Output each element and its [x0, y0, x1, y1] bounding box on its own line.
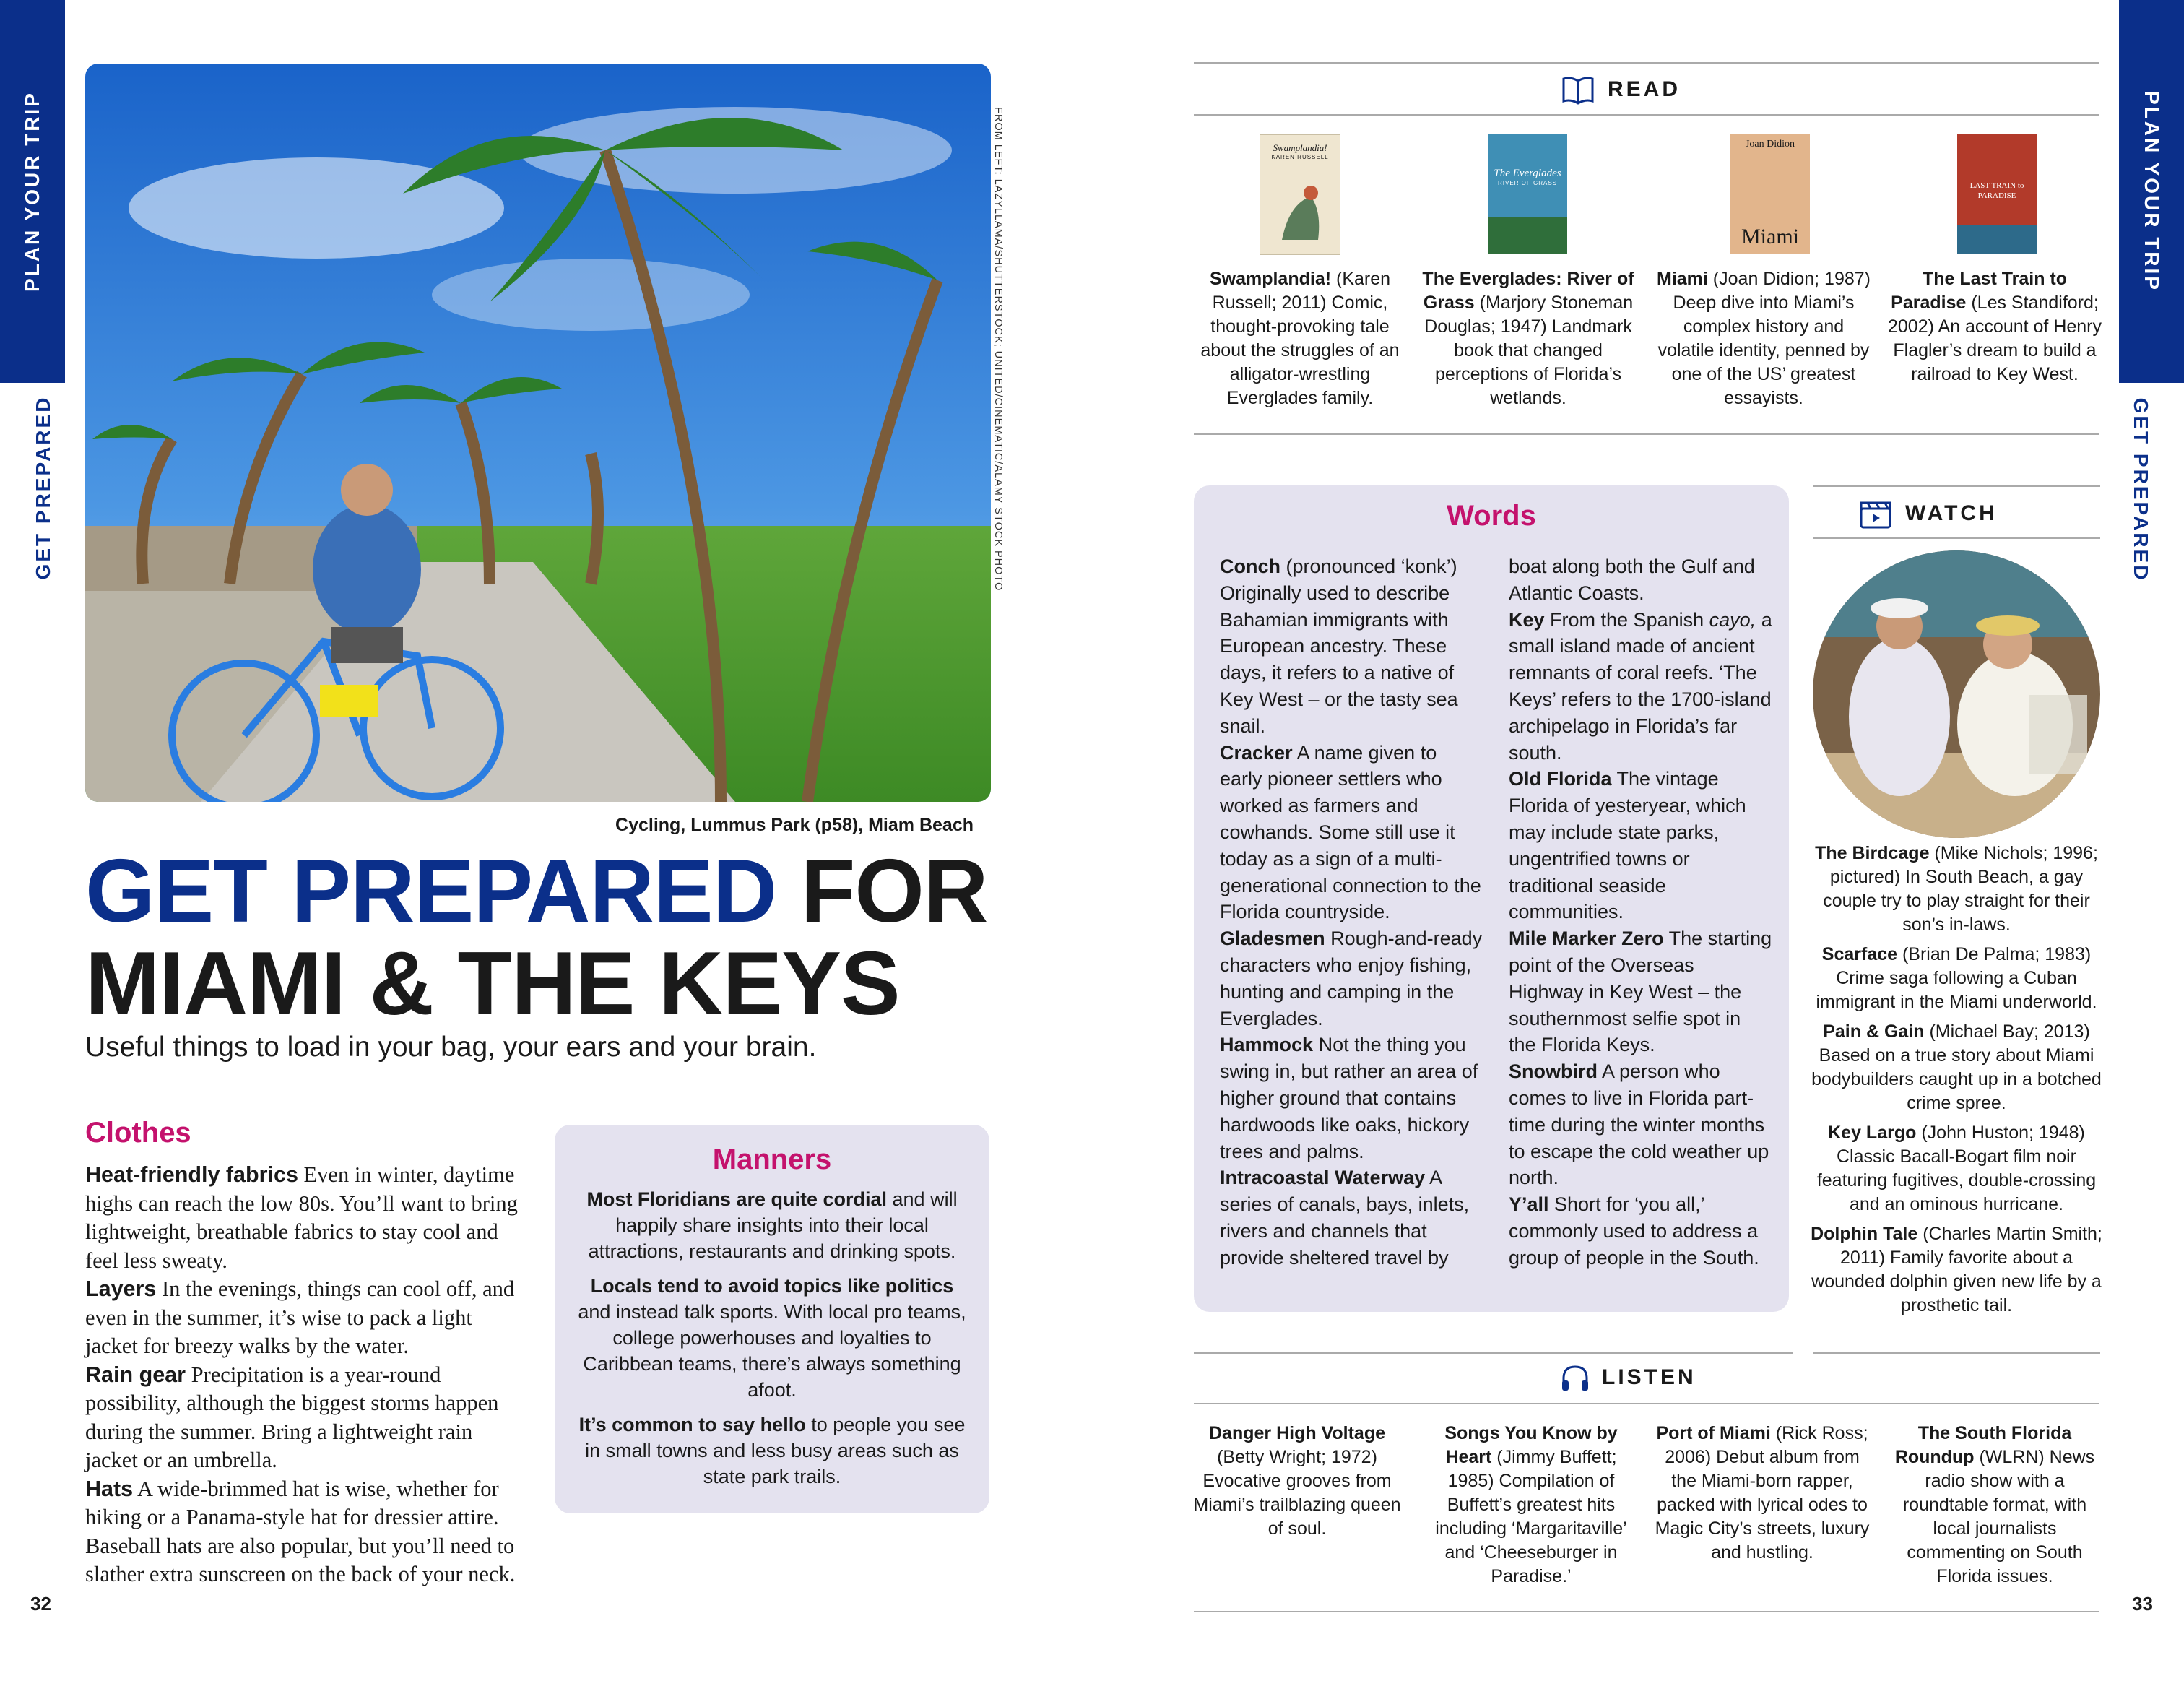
page-number-left: 32	[30, 1593, 51, 1615]
manners-item: Locals tend to avoid topics like politics and instead talk sports. With local pro teams, college powerhouses and loyalties to Caribbean teams, there’s always something afoot.	[578, 1275, 966, 1401]
title-highlight: GET PREPARED	[85, 842, 777, 941]
clothes-list	[85, 1161, 529, 1589]
film-still-illustration	[1813, 550, 2100, 838]
open-book-icon	[1561, 75, 1595, 105]
word-entry: Gladesmen Rough-and-ready characters who enjoy fishing, hunting and camping in the Everglades.	[1220, 928, 1483, 1029]
headphones-icon	[1560, 1364, 1590, 1393]
film-clapper-icon	[1859, 500, 1892, 529]
film-item: The Birdcage (Mike Nichols; 1996; pictured) In South Beach, a gay couple try to play straight for their son’s in-laws.	[1815, 843, 2098, 935]
divider	[1194, 433, 2100, 435]
page-title	[85, 842, 988, 1034]
watch-heading: WATCH	[1859, 500, 1998, 529]
album-item: Danger High Voltage (Betty Wright; 1972) Evocative grooves from Miami’s trailblazing queen of soul.	[1193, 1423, 1401, 1539]
album-item: Port of Miami (Rick Ross; 2006) Debut album from the Miami-born rapper, packed with lyrical odes to Magic City’s streets, luxury and hustling.	[1655, 1423, 1870, 1563]
word-entry: Hammock Not the thing you swing in, but rather an area of higher ground that contains hardwoods like oaks, hickory trees and palms.	[1220, 1034, 1478, 1162]
film-item: Dolphin Tale (Charles Martin Smith; 2011) Family favorite about a wounded dolphin given new life by a prosthetic tail.	[1811, 1224, 2102, 1315]
divider	[1813, 485, 2100, 487]
book-cover: Swamplandia! KAREN RUSSELL	[1260, 134, 1340, 255]
palm-beach-illustration	[85, 64, 991, 802]
words-column-2	[1509, 553, 1772, 1271]
film-item: Key Largo (John Huston; 1948) Classic Bacall-Bogart film noir featuring fugitives, double-crossing and an ominous hurricane.	[1816, 1123, 2097, 1214]
side-tab-right	[2119, 0, 2184, 383]
photo-caption: Cycling, Lummus Park (p58), Miam Beach	[615, 815, 974, 835]
side-tab-label: PLAN YOUR TRIP	[21, 91, 43, 292]
word-entry: Key From the Spanish cayo, a small island made of ancient remnants of coral reefs. ‘The Keys’ refers to the 1700-island archipelago in Florida’s far south.	[1509, 608, 1772, 764]
intro-text: Useful things to load in your bag, your ears and your brain.	[85, 1032, 817, 1063]
book-item: The Last Train to Paradise (Les Standiford; 2002) An account of Henry Flagler’s dream to build a railroad to Key West.	[1887, 269, 2102, 384]
divider	[1194, 1403, 2100, 1404]
manners-heading: Manners	[712, 1144, 832, 1175]
words-box	[1194, 485, 1789, 1312]
book-item: Miami (Joan Didion; 1987) Deep dive into Miami’s complex history and volatile identity, penned by one of the US’ greatest essayists.	[1657, 269, 1871, 408]
book-item: The Everglades: River of Grass (Marjory Stoneman Douglas; 1947) Landmark book that changed perceptions of Florida’s wetlands.	[1422, 269, 1634, 408]
word-entry: Intracoastal Waterway A series of canals, bays, inlets, rivers and channels that provide sheltered travel by	[1220, 1167, 1470, 1269]
manners-item: It’s common to say hello to people you see in small towns and less busy areas such as state park trails.	[578, 1414, 966, 1487]
word-entry: Y’all Short for ‘you all,’ commonly used to address a group of people in the South.	[1509, 1193, 1759, 1269]
film-item: Pain & Gain (Michael Bay; 2013) Based on a true story about Miami bodybuilders caught up in a botched crime spree.	[1811, 1021, 2102, 1113]
book-cover: Joan Didion Miami	[1730, 134, 1810, 254]
divider	[1194, 114, 2100, 116]
clothes-item: Layers In the evenings, things can cool off, and even in the summer, it’s wise to pack a light jacket for breezy walks by the water.	[85, 1276, 515, 1358]
word-entry: Snowbird A person who comes to live in Florida part-time during the winter months to escape the cold weather up north.	[1509, 1060, 1769, 1189]
section-label-left: GET PREPARED	[32, 395, 54, 580]
clothes-item: Heat-friendly fabrics Even in winter, daytime highs can reach the low 80s. You’ll want to bring lightweight, breathable fabrics to stay cool and feel less sweaty.	[85, 1162, 518, 1273]
read-heading: READ	[1561, 75, 1681, 105]
photo-credit: FROM LEFT: LAZYLLAMA/SHUTTERSTOCK; UNITED/CINEMATIC/ALAMY STOCK PHOTO	[992, 107, 1004, 592]
word-entry: Mile Marker Zero The starting point of the Overseas Highway in Key West – the southernmost selfie spot in the Florida Keys.	[1509, 928, 1772, 1056]
book-item: Swamplandia! (Karen Russell; 2011) Comic, thought-provoking tale about the struggles of an alligator-wrestling Everglades family.	[1200, 269, 1400, 408]
divider	[1194, 1352, 1793, 1354]
listen-heading: LISTEN	[1560, 1364, 1696, 1393]
divider	[1813, 1352, 2100, 1354]
film-item: Scarface (Brian De Palma; 1983) Crime saga following a Cuban immigrant in the Miami underworld.	[1816, 944, 2097, 1012]
section-label-right: GET PREPARED	[2130, 397, 2152, 582]
title-line2: MIAMI & THE KEYS	[85, 934, 900, 1034]
page-number-right: 33	[2132, 1593, 2153, 1615]
clothes-item: Hats A wide-brimmed hat is wise, whether for hiking or a Panama-style hat for dressier attire. Baseball hats are also popular, but you’ll need to slather extra sunscreen on the back of your neck.	[85, 1476, 516, 1586]
side-tab-left	[0, 0, 65, 383]
manners-item: Most Floridians are quite cordial and will happily share insights into their local attractions, restaurants and drinking spots.	[586, 1188, 958, 1262]
divider	[1194, 1611, 2100, 1612]
words-heading: Words	[1447, 500, 1536, 532]
side-tab-label: PLAN YOUR TRIP	[2141, 91, 2163, 292]
word-entry: Conch (pronounced ‘konk’) Originally used to describe Bahamian immigrants with European ancestry. These days, it refers to a native of Key West – or the tasty sea snail.	[1220, 556, 1458, 737]
cycling-photo	[85, 64, 991, 802]
divider	[1194, 62, 2100, 64]
book-cover: LAST TRAIN to PARADISE	[1957, 134, 2037, 254]
words-column-1	[1220, 553, 1483, 1271]
book-cover: The Everglades RIVER OF GRASS	[1488, 134, 1567, 254]
manners-box	[555, 1125, 989, 1513]
clothes-heading: Clothes	[85, 1117, 191, 1149]
word-entry: Old Florida The vintage Florida of yesteryear, which may include state parks, ungentrified towns or traditional seaside communities.	[1509, 768, 1746, 923]
divider	[1813, 537, 2100, 539]
album-item: Songs You Know by Heart (Jimmy Buffett; 1985) Compilation of Buffett’s greatest hits including ‘Margaritaville’ and ‘Cheeseburger in Paradise.’	[1435, 1423, 1627, 1586]
word-entry: Cracker A name given to early pioneer settlers who worked as farmers and cowhands. Some still use it today as a sign of a multi-generational connection to the Florida countryside.	[1220, 741, 1481, 923]
word-entry-continued: boat along both the Gulf and Atlantic Coasts.	[1509, 556, 1755, 604]
title-rest: FOR	[776, 842, 988, 941]
clothes-item: Rain gear Precipitation is a year-round possibility, although the biggest storms happen during the summer. Bring a lightweight rain jacket or an umbrella.	[85, 1362, 499, 1472]
birdcage-film-still	[1813, 550, 2100, 838]
album-item: The South Florida Roundup (WLRN) News radio show with a roundtable format, with local journalists commenting on South Florida issues.	[1894, 1423, 2095, 1586]
watch-list	[1810, 842, 2103, 1323]
